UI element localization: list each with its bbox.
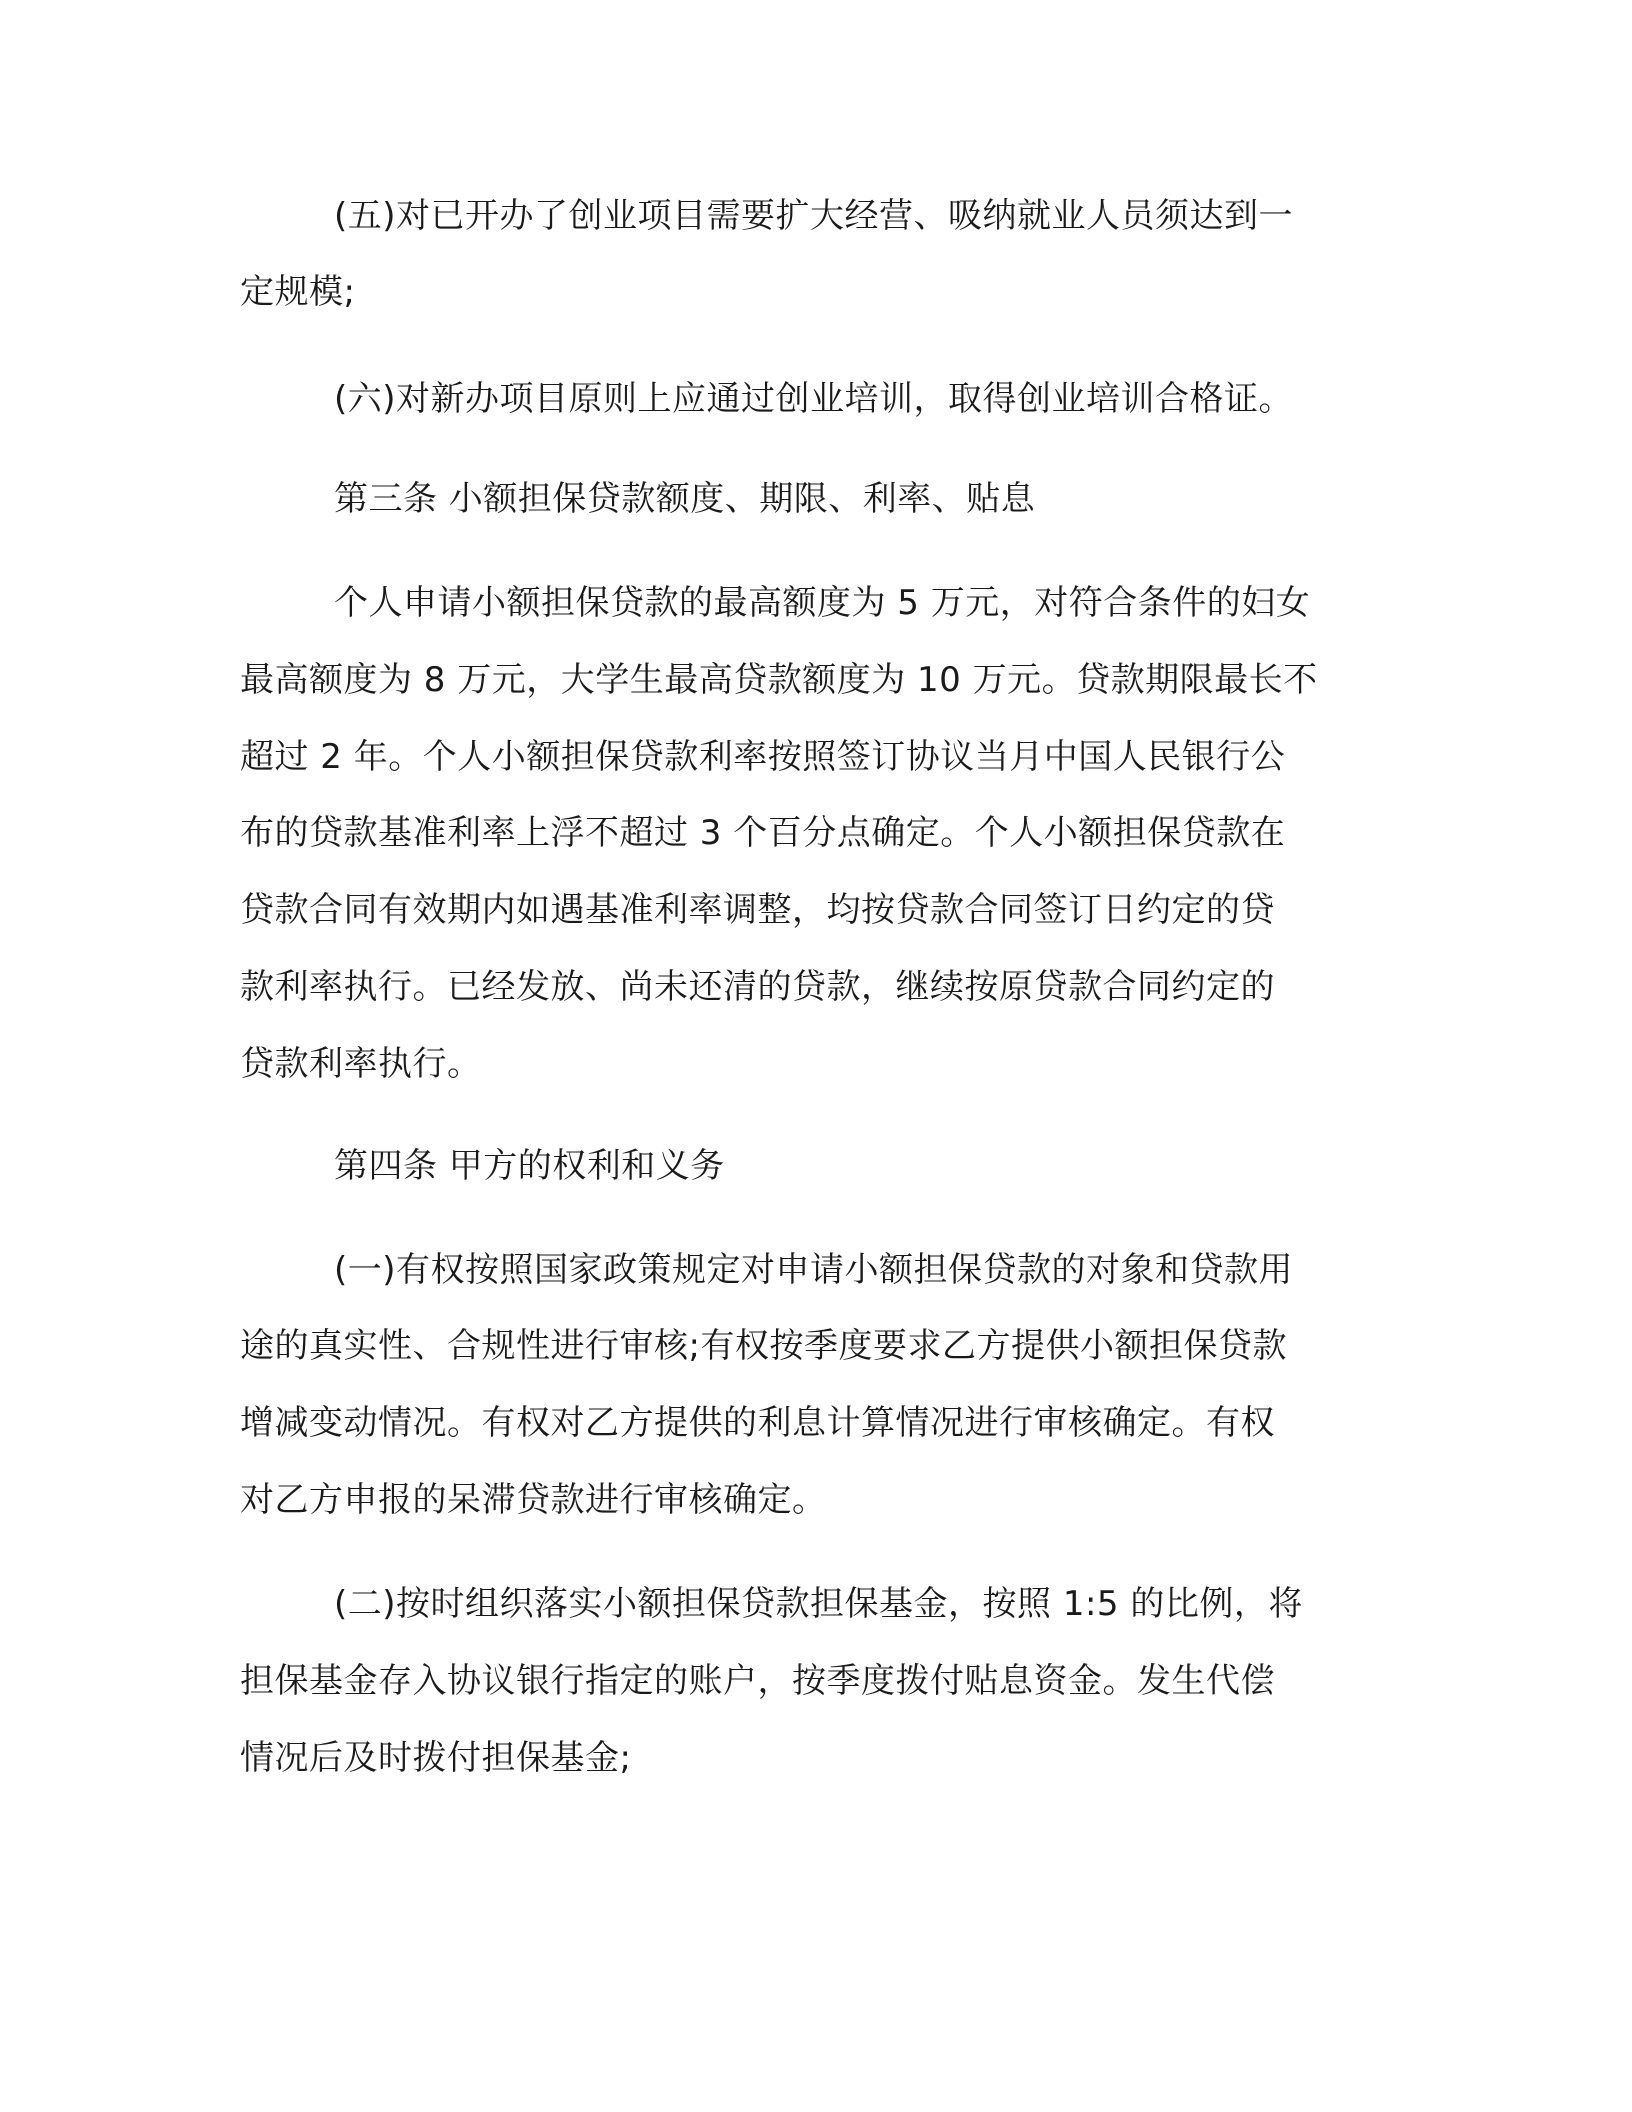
article-4-item-2-line-2: 担保基金存入协议银行指定的账户，按季度拨付贴息资金。发生代偿 (240, 1661, 1275, 1701)
article-4-item-1-line-2: 途的真实性、合规性进行审核;有权按季度要求乙方提供小额担保贷款 (240, 1326, 1287, 1366)
article-4-item-2-line-1: (二)按时组织落实小额担保贷款担保基金，按照 1:5 的比例，将 (334, 1584, 1303, 1624)
article-3-body-line-7: 贷款利率执行。 (240, 1044, 482, 1084)
paragraph-5-line-2: 定规模; (240, 272, 356, 312)
paragraph-5-line-1: (五)对已开办了创业项目需要扩大经营、吸纳就业人员须达到一 (334, 196, 1294, 236)
article-3-body-line-6: 款利率执行。已经发放、尚未还清的贷款，继续按原贷款合同约定的 (240, 967, 1275, 1007)
article-3-body-line-2: 最高额度为 8 万元，大学生最高贷款额度为 10 万元。贷款期限最长不 (240, 660, 1318, 700)
article-4-item-2-line-3: 情况后及时拨付担保基金; (240, 1738, 632, 1778)
article-3-body-line-4: 布的贷款基准利率上浮不超过 3 个百分点确定。个人小额担保贷款在 (240, 813, 1286, 853)
article-3-body-line-3: 超过 2 年。个人小额担保贷款利率按照签订协议当月中国人民银行公 (240, 737, 1286, 777)
article-4-item-1-line-4: 对乙方申报的呆滞贷款进行审核确定。 (240, 1480, 827, 1520)
article-3-body-line-1: 个人申请小额担保贷款的最高额度为 5 万元，对符合条件的妇女 (334, 583, 1311, 623)
article-4-item-1-line-3: 增减变动情况。有权对乙方提供的利息计算情况进行审核确定。有权 (240, 1403, 1275, 1443)
article-4-item-1-line-1: (一)有权按照国家政策规定对申请小额担保贷款的对象和贷款用 (334, 1250, 1294, 1290)
paragraph-6-line-1: (六)对新办项目原则上应通过创业培训，取得创业培训合格证。 (334, 379, 1294, 419)
article-4-heading: 第四条 甲方的权利和义务 (334, 1146, 725, 1186)
article-3-body-line-5: 贷款合同有效期内如遇基准利率调整，均按贷款合同签订日约定的贷 (240, 890, 1275, 930)
article-3-heading: 第三条 小额担保贷款额度、期限、利率、贴息 (334, 479, 1036, 519)
